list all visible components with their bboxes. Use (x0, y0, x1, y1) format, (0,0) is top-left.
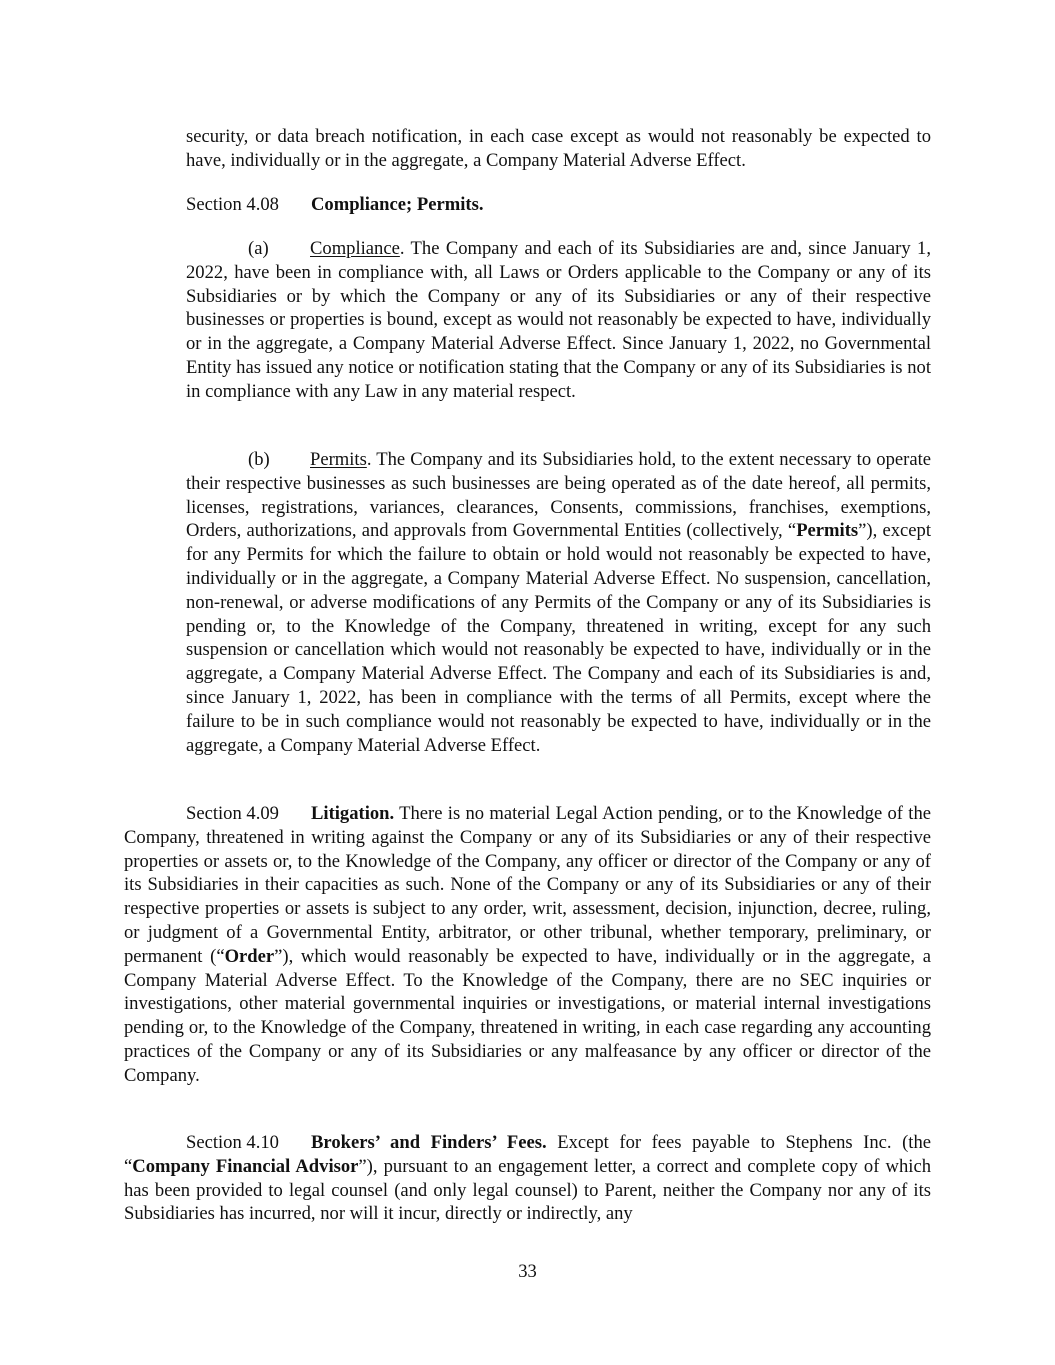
permits-defined-term: Permits (796, 520, 859, 542)
section-4-09-text-after: ”), which would reasonably be expected to have, individually or in the aggregate, a Company Material Adverse Effect. To the Knowledge of the Company, there are no SEC inquiries or investigations, other material governmental inquiries or investigations, or material internal investigations pending or, to the Knowledge of the Company, threatened in writing, in each case regarding any accounting practices of the Company or any of its Subsidiaries or any malfeasance by any officer or director of the Company. (124, 945, 931, 1086)
section-4-08-a-text: . The Company and each of its Subsidiaries are and, since January 1, 2022, have been in compliance with, all Laws or Orders applicable to the Company or any of its Subsidiaries or by which the Company or any of its Subsidiaries or any of their respective businesses or properties is bound, except as would not reasonably be expected to have, individually or in the aggregate, a Company Material Adverse Effect. Since January 1, 2022, no Governmental Entity has issued any notice or notification stating that the Company or any of its Subsidiaries is not in compliance with any Law in any material respect. (186, 238, 931, 402)
section-4-10-text-after: ”), pursuant to an engagement letter, a correct and complete copy of which has been provided to legal counsel (and only legal counsel) to Parent, neither the Company nor any of its Subsidiaries has incurred, nor will it incur, directly or indirectly, any (124, 1155, 931, 1225)
section-4-08-heading: Compliance; Permits. (311, 194, 484, 215)
section-4-08-a-paragraph (186, 237, 931, 404)
intro-paragraph: security, or data breach notification, in each case except as would not reasonably be expected to have, individually or in the aggregate, a Company Material Adverse Effect. (186, 126, 931, 171)
section-4-08-heading-line (186, 193, 931, 217)
section-4-10-heading: Brokers’ and Finders’ Fees. (311, 1132, 547, 1153)
section-4-09-number: Section 4.09 (186, 803, 279, 824)
section-4-08-b-paragraph (186, 448, 931, 757)
section-4-08-b-title: Permits (310, 449, 367, 470)
section-4-08-number: Section 4.08 (186, 194, 279, 215)
section-4-10-paragraph (124, 1131, 931, 1226)
section-4-08-a-title: Compliance (310, 238, 400, 259)
section-4-10-number: Section 4.10 (186, 1132, 279, 1153)
section-4-09-heading: Litigation. (311, 803, 395, 824)
section-4-08-b-label: (b) (248, 449, 270, 470)
section-4-08-a-label: (a) (248, 238, 269, 259)
section-4-10-text-before: Except for fees payable to Stephens Inc. (the “ (124, 1132, 931, 1177)
order-defined-term: Order (224, 945, 275, 967)
section-4-08-b-text-before: . The Company and its Subsidiaries hold, to the extent necessary to operate their respective businesses as such businesses are being operated as of the date hereof, all permits, licenses, registrations, variances, clearances, Consents, commissions, franchises, exemptions, Orders, authorizations, and approvals from Governmental Entities (collectively, “ (186, 449, 931, 542)
page-number: 33 (518, 1261, 537, 1282)
section-4-08-b-text-after: ”), except for any Permits for which the failure to obtain or hold would not reasonably be expected to have, individually or in the aggregate, a Company Material Adverse Effect. No suspension, cancellation, non-renewal, or adverse modifications of any Permits of the Company or any of its Subsidiaries is pending or, to the Knowledge of the Company, threatened in writing, except for any such suspension or cancellation which would not reasonably be expected to have, individually or in the aggregate, a Company Material Adverse Effect. The Company and each of its Subsidiaries is and, since January 1, 2022, has been in compliance with the terms of all Permits, except where the failure to be in such compliance would not reasonably be expected to have, individually or in the aggregate, a Company Material Adverse Effect. (186, 520, 931, 756)
section-4-09-paragraph (124, 802, 931, 1088)
company-financial-advisor-defined-term: Company Financial Advisor (132, 1155, 359, 1177)
section-4-09-text-before: There is no material Legal Action pending, or to the Knowledge of the Company, threatened in writing against the Company or any of its Subsidiaries or any of their respective properties or assets or, to the Knowledge of the Company, any officer or director of the Company or any of its Subsidiaries in their capacities as such. None of the Company or any of its Subsidiaries or any of their respective properties or assets is subject to any order, writ, assessment, decision, injunction, decree, ruling, or judgment of a Governmental Entity, arbitrator, or other tribunal, whether temporary, preliminary, or permanent (“ (124, 803, 931, 967)
